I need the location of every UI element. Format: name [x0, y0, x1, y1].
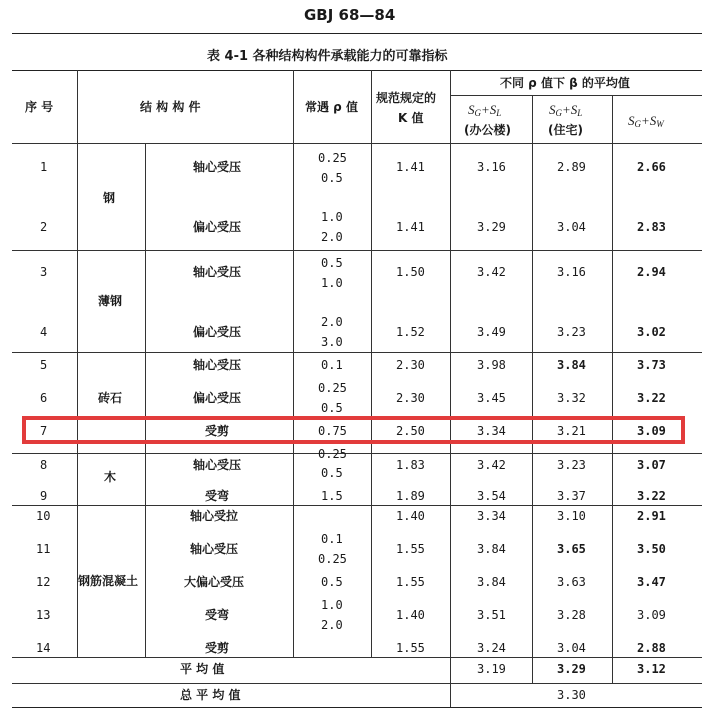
row-member: 轴心受压	[193, 265, 242, 279]
row-member: 轴心受压	[193, 358, 242, 372]
row-rho: 0.5	[321, 171, 343, 185]
row-val-office: 3.29	[477, 220, 506, 234]
average-house: 3.29	[557, 662, 586, 676]
row-val-wind: 3.09	[637, 608, 666, 622]
row-val-wind: 3.73	[637, 358, 666, 372]
row-val-office: 3.51	[477, 608, 506, 622]
row-member: 轴心受压	[193, 458, 242, 472]
row-val-house: 3.10	[557, 509, 586, 523]
row-val-office: 3.98	[477, 358, 506, 372]
row-val-house: 3.21	[557, 424, 586, 438]
row-k: 1.89	[396, 489, 425, 503]
row-rho: 0.5	[321, 401, 343, 415]
row-val-wind: 2.94	[637, 265, 666, 279]
row-val-office: 3.16	[477, 160, 506, 174]
row-seq: 6	[40, 391, 48, 405]
row-k: 1.55	[396, 641, 425, 655]
group-masonry: 砖石	[98, 391, 123, 405]
row-seq: 3	[40, 265, 48, 279]
row-val-wind: 3.22	[637, 391, 666, 405]
table-title: 表 4-1 各种结构构件承载能力的可靠指标	[207, 49, 448, 64]
row-val-office: 3.34	[477, 424, 506, 438]
row-val-wind: 3.07	[637, 458, 666, 472]
row-val-house: 3.84	[557, 358, 586, 372]
row-val-wind: 3.22	[637, 489, 666, 503]
row-member: 偏心受压	[193, 220, 242, 234]
row-k: 1.55	[396, 575, 425, 589]
row-val-wind: 3.09	[637, 424, 666, 438]
row-val-house: 3.65	[557, 542, 586, 556]
row-rho: 0.1	[321, 358, 343, 372]
row-val-house: 3.04	[557, 641, 586, 655]
row-val-wind: 2.88	[637, 641, 666, 655]
average-wind: 3.12	[637, 662, 666, 676]
row-val-house: 3.16	[557, 265, 586, 279]
row-k: 2.50	[396, 424, 425, 438]
row-rho: 2.0	[321, 315, 343, 329]
row-member: 轴心受压	[190, 542, 239, 556]
row-val-wind: 3.47	[637, 575, 666, 589]
row-val-office: 3.24	[477, 641, 506, 655]
row-seq: 9	[40, 489, 48, 503]
group-steel: 钢	[103, 191, 116, 205]
row-val-house: 3.23	[557, 458, 586, 472]
row-seq: 8	[40, 458, 48, 472]
row-rho: 1.0	[321, 276, 343, 290]
header-house-sub: (住宅)	[548, 123, 583, 137]
row-val-office: 3.49	[477, 325, 506, 339]
header-avg-group: 不同 ρ 值下 β 的平均值	[500, 76, 630, 90]
row-rho: 0.5	[321, 466, 343, 480]
row-member: 大偏心受压	[184, 575, 245, 589]
row-member: 受弯	[205, 608, 230, 622]
row-k: 1.52	[396, 325, 425, 339]
row-seq: 12	[36, 575, 51, 589]
header-rho: 常遇 ρ 值	[305, 100, 358, 114]
row-rho: 0.25	[318, 381, 347, 395]
row-seq: 11	[36, 542, 51, 556]
row-val-wind: 2.66	[637, 160, 666, 174]
row-val-wind: 3.50	[637, 542, 666, 556]
page-header: GBJ 68—84	[304, 6, 396, 24]
row-member: 轴心受拉	[190, 509, 239, 523]
row-val-house: 3.28	[557, 608, 586, 622]
row-k: 1.40	[396, 608, 425, 622]
row-seq: 2	[40, 220, 48, 234]
row-val-office: 3.54	[477, 489, 506, 503]
row-val-wind: 3.02	[637, 325, 666, 339]
row-rho: 0.5	[321, 575, 343, 589]
header-sg-sl-house: $S_G+S_L$	[549, 102, 583, 118]
average-office: 3.19	[477, 662, 506, 676]
row-k: 1.40	[396, 509, 425, 523]
row-val-house: 3.23	[557, 325, 586, 339]
header-member: 结 构 构 件	[140, 100, 201, 114]
row-rho: 1.0	[321, 210, 343, 224]
row-val-wind: 2.83	[637, 220, 666, 234]
row-seq: 13	[36, 608, 51, 622]
row-val-house: 3.04	[557, 220, 586, 234]
row-seq: 1	[40, 160, 48, 174]
row-rho: 0.5	[321, 256, 343, 270]
row-member: 轴心受压	[193, 160, 242, 174]
row-member: 受剪	[205, 641, 230, 655]
highlight-box	[22, 416, 685, 444]
header-office-sub: (办公楼)	[464, 123, 511, 137]
row-val-office: 3.42	[477, 265, 506, 279]
row-val-house: 3.37	[557, 489, 586, 503]
row-seq: 4	[40, 325, 48, 339]
row-val-wind: 2.91	[637, 509, 666, 523]
header-k-line2: K 值	[398, 111, 424, 125]
row-rho: 0.25	[318, 447, 347, 461]
row-k: 1.41	[396, 160, 425, 174]
header-sg-sw: $S_G+S_W$	[628, 113, 664, 129]
row-seq: 7	[40, 424, 48, 438]
header-seq: 序 号	[25, 100, 54, 114]
row-val-office: 3.84	[477, 542, 506, 556]
average-label: 平 均 值	[180, 662, 225, 676]
row-val-house: 3.32	[557, 391, 586, 405]
header-k-line1: 规范规定的	[376, 91, 437, 105]
row-val-office: 3.45	[477, 391, 506, 405]
total-average-value: 3.30	[557, 688, 586, 702]
row-member: 受弯	[205, 489, 230, 503]
row-member: 受剪	[205, 424, 230, 438]
row-rho: 1.5	[321, 489, 343, 503]
group-rc: 钢筋混凝土	[78, 574, 139, 588]
row-rho: 2.0	[321, 618, 343, 632]
row-k: 1.83	[396, 458, 425, 472]
row-rho: 0.25	[318, 151, 347, 165]
row-seq: 5	[40, 358, 48, 372]
header-sg-sl-office: $S_G+S_L$	[468, 102, 502, 118]
row-val-house: 2.89	[557, 160, 586, 174]
row-rho: 3.0	[321, 335, 343, 349]
group-thin-steel: 薄钢	[98, 294, 123, 308]
row-k: 2.30	[396, 391, 425, 405]
group-timber: 木	[104, 470, 117, 484]
row-seq: 14	[36, 641, 51, 655]
row-rho: 2.0	[321, 230, 343, 244]
total-average-label: 总 平 均 值	[180, 688, 241, 702]
row-val-office: 3.84	[477, 575, 506, 589]
row-rho: 0.25	[318, 552, 347, 566]
row-k: 1.41	[396, 220, 425, 234]
row-k: 1.55	[396, 542, 425, 556]
row-rho: 0.75	[318, 424, 347, 438]
row-k: 2.30	[396, 358, 425, 372]
row-seq: 10	[36, 509, 51, 523]
row-val-house: 3.63	[557, 575, 586, 589]
header-rule	[12, 33, 702, 34]
row-k: 1.50	[396, 265, 425, 279]
row-rho: 0.1	[321, 532, 343, 546]
row-rho: 1.0	[321, 598, 343, 612]
row-val-office: 3.42	[477, 458, 506, 472]
row-val-office: 3.34	[477, 509, 506, 523]
row-member: 偏心受压	[193, 391, 242, 405]
row-member: 偏心受压	[193, 325, 242, 339]
